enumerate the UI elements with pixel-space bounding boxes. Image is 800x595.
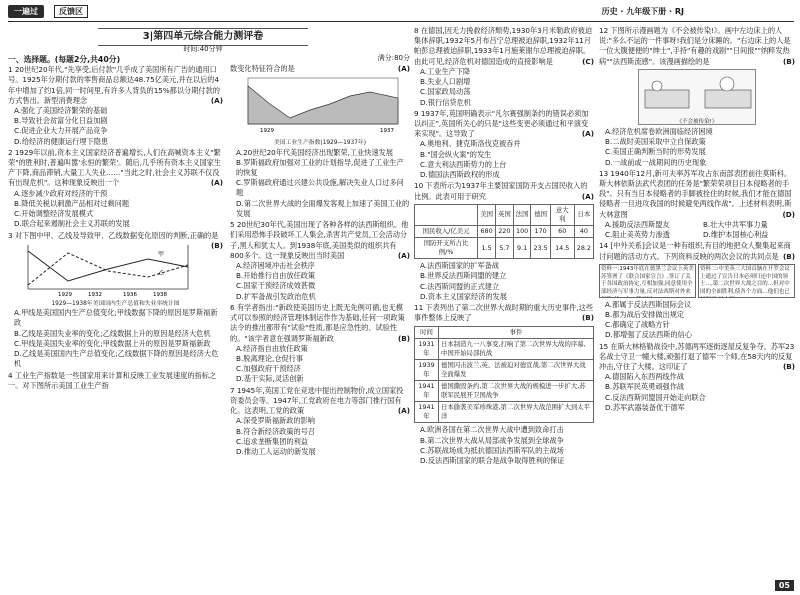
q11-option-b[interactable]: B.第二次世界大战从局部战争发展到全球战争 bbox=[420, 435, 564, 445]
q11-option-a[interactable]: A.欧洲各国在第二次世界大战中遭到致命打击 bbox=[420, 425, 564, 435]
q14-option-b[interactable]: B.都为战后安排做出规定 bbox=[605, 309, 685, 319]
question-1 bbox=[8, 65, 223, 147]
q9-option-c[interactable]: C.意大利法西斯势力的上台 bbox=[420, 159, 507, 169]
q4-x-caption: 1929 bbox=[260, 128, 274, 135]
q8-option-b[interactable]: B.失业人口剧增 bbox=[420, 77, 471, 87]
section-heading: 一、选择题。(每题2分,共40分) bbox=[8, 55, 121, 64]
q6-stem: 6 有学者指出:"新政使美国历史上既无先例可循,也无模式可以参照的经济管理体制运作作为基础,任何一项政策法令的推出都带有"试验"性质,都是应急性的、试验性的。"该学者意在强调罗斯福新政 bbox=[230, 302, 405, 343]
q10-r1c3: 9.1 bbox=[513, 238, 531, 259]
page-header bbox=[8, 3, 794, 23]
q3-tick-1929: 1929 bbox=[58, 291, 72, 297]
q10-r1c6: 28.2 bbox=[574, 238, 593, 259]
q7-option-a[interactable]: A.深受罗斯福新政的影响 bbox=[236, 416, 315, 426]
q11-h1: 事件 bbox=[439, 326, 594, 338]
question-7 bbox=[230, 386, 410, 458]
page-number: 05 bbox=[775, 580, 794, 591]
q8-option-c[interactable]: C.国家政局动荡 bbox=[420, 87, 471, 97]
q12-option-c[interactable]: C.美国正确判断当时的形势发展 bbox=[605, 147, 706, 157]
q5-option-a[interactable]: A.经济困境冲击社会秩序 bbox=[236, 261, 315, 270]
table-row bbox=[415, 359, 594, 380]
question-9 bbox=[414, 109, 594, 181]
q11-r0c1: 日本制造九一八事变,打响了第二次世界大战的序幕,中国开始局部抗战 bbox=[439, 338, 594, 359]
q10-r0c5: 60 bbox=[550, 225, 574, 237]
q15-option-b[interactable]: B.苏联军民英勇顽强作战 bbox=[605, 382, 685, 392]
question-15 bbox=[599, 342, 795, 414]
q1-option-c[interactable]: C.促进企业大力开展产品竞争 bbox=[14, 126, 108, 136]
q10-r0c6: 40 bbox=[574, 225, 593, 237]
q9-answer: (A) bbox=[581, 129, 594, 139]
q5-option-c[interactable]: C.国家干预经济成效甚微 bbox=[236, 281, 316, 291]
q10-option-c[interactable]: C.法西斯同盟的正式建立 bbox=[420, 281, 500, 291]
right-bed bbox=[705, 90, 751, 108]
q10-h2: 英国 bbox=[495, 204, 513, 225]
q4-area-chart bbox=[230, 74, 405, 136]
q10-r0c0: 国民收入/亿美元 bbox=[415, 225, 478, 237]
q15-option-c[interactable]: C.反法西斯同盟国开始走向联合 bbox=[605, 392, 706, 402]
q11-r3c0: 1941年 bbox=[415, 402, 439, 423]
q10-h5: 意大利 bbox=[550, 204, 574, 225]
q1-stem: 1 20世纪20年代,"先享受,后付款"几乎成了美国所有广告的通用口号。1925年分期付款的零售商品总额达48.75亿美元,并在以后的4年中增加了约1倍,同一时间里,有许多人背负的15%都以分期付款的方式售出。新型消费理念 bbox=[8, 65, 220, 105]
q6-option-c[interactable]: C.加强政府干预经济 bbox=[236, 364, 301, 374]
question-11 bbox=[414, 303, 594, 466]
right-figure bbox=[720, 77, 734, 91]
feedback-tag: 反馈区 bbox=[54, 5, 88, 18]
q7-option-b[interactable]: B.符合新经济政策的号召 bbox=[236, 426, 316, 436]
left-bed bbox=[645, 90, 689, 108]
q4b-stem: 数变化特征符合的是 bbox=[230, 63, 295, 73]
q12-cartoon-image bbox=[638, 69, 756, 125]
q10-header-row bbox=[415, 204, 594, 225]
q13-options bbox=[599, 220, 795, 240]
q14-option-c[interactable]: C.都确定了战略方针 bbox=[605, 320, 670, 330]
q6-answer: (B) bbox=[397, 333, 410, 343]
q10-h0 bbox=[415, 204, 478, 225]
q8-answer: (C) bbox=[582, 56, 594, 66]
q3-tick-1938: 1938 bbox=[153, 291, 167, 297]
column-4 bbox=[599, 26, 795, 414]
q6-option-b[interactable]: B.脱离理论,仓促行事 bbox=[236, 353, 304, 363]
q2-option-c[interactable]: C.开始调整经济发展模式 bbox=[14, 209, 94, 219]
q10-table bbox=[414, 204, 594, 259]
q11-stem: 11 下表列出了第二次世界大战时期的重大历史事件,这些事件整体上反映了 bbox=[414, 303, 594, 323]
question-14 bbox=[599, 241, 795, 340]
q12-stem: 12 下图所示漫画题为《不会被传染!》。画中左边床上的人说:"多么不运的一件事呀!我们是分床睡的。"右边床上的人是一位大腹便便的"绅士",手持"有趣的戏剧""日间报""纳粹发热病""法西斯流感"。该漫画描绘的是 bbox=[599, 26, 791, 66]
q10-h3: 法国 bbox=[513, 204, 531, 225]
q3-line-chart bbox=[8, 241, 208, 297]
q15-stem: 15 在斯大林格勒战役中,苏德两军逐街逐屋反复争夺。苏军23名战士守卫一幢大楼,顽强打退了德军一个师,在58天内的反复冲击,守住了大楼。这印证了 bbox=[599, 341, 795, 372]
q7-option-d[interactable]: D.推动工人运动的新发展 bbox=[236, 446, 316, 456]
q1-option-a[interactable]: A.强化了美国经济繁荣的基础 bbox=[14, 105, 108, 115]
q10-h1: 美国 bbox=[478, 204, 496, 225]
q10-h6: 日本 bbox=[574, 204, 593, 225]
table-row bbox=[415, 380, 594, 401]
q11-r0c0: 1931年 bbox=[415, 338, 439, 359]
q3-label-jia: 甲 bbox=[158, 250, 165, 258]
q13-option-a[interactable]: A.援助反法西斯盟友 bbox=[605, 219, 670, 229]
q14-material-1: 资料一:1943年底在德黑兰会议上英美苏签署了《联合国家宣言》,签订了关于各国政治协定,互相加强,同意使用全部经济与军事力量,反对法西斯对外来 bbox=[599, 264, 696, 298]
q14-material-2: 资料二:中美英三大国首脑在开罗会议上通过了宣告日本必须归还中国的领土…,第二次世界大战之目的…但对中国的全面胜利,使各个方面…他们也已 bbox=[698, 264, 795, 298]
q11-r2c0: 1941年 bbox=[415, 380, 439, 401]
q3-label-yi: 乙 bbox=[158, 269, 165, 277]
q10-option-b[interactable]: B.世界反法西斯同盟的建立 bbox=[420, 271, 507, 281]
q14-materials bbox=[599, 264, 795, 298]
question-6 bbox=[230, 303, 410, 385]
q2-stem: 2 1929年以前,资本主义国家经济普遍增长,人们在高喊资本主义"繁荣"的胜利时,普遍叫嚣'永恒的繁荣'。随后,几乎所有资本主义国家生产下降,商品滞销,大量工人失业……"当此之时,社会主义苏联不仅没有出现危机"。这种现象反映出一个 bbox=[8, 147, 222, 188]
q10-stem: 10 下表所示为1937年主要国家国防开支占国民收入的比例。此表可用于研究 bbox=[414, 181, 588, 201]
q15-option-a[interactable]: A.德国陷入东西两线作战 bbox=[605, 372, 684, 382]
left-figure bbox=[652, 81, 662, 91]
q4-option-c[interactable]: C.罗斯福政府通过兴建公共设施,解决失业人口过多问题 bbox=[236, 178, 404, 198]
q12-option-a[interactable]: A.经济危机席卷欧洲面临经济困境 bbox=[605, 126, 713, 136]
question-8 bbox=[414, 26, 594, 108]
q14-option-d[interactable]: D.都增强了反法西斯的信心 bbox=[605, 330, 692, 340]
q11-r2c1: 德国撕毁条约,第二次世界大战的规模进一步扩大,苏联军民展开卫国战争 bbox=[439, 380, 594, 401]
q3-tick-1936: 1936 bbox=[123, 291, 137, 297]
column-1 bbox=[8, 54, 223, 392]
q10-r0c2: 220 bbox=[495, 225, 513, 237]
q8-option-d[interactable]: D.银行信贷危机 bbox=[420, 97, 471, 107]
column-3 bbox=[414, 26, 594, 467]
q12-option-b[interactable]: B.二战时美国采取中立自保政策 bbox=[605, 137, 706, 147]
question-2 bbox=[8, 148, 223, 230]
q11-h0: 时间 bbox=[415, 326, 439, 338]
page-title: 3|第四单元综合能力测评卷 bbox=[98, 28, 308, 46]
q6-option-d[interactable]: D.基于实际,灵活创新 bbox=[236, 374, 304, 384]
q7-answer: (A) bbox=[397, 406, 410, 416]
question-12 bbox=[599, 26, 795, 168]
q7-stem: 7 1945年,英国工党在竞选中提出控制物价,成立国家投资委员会等。1947年,工党政府在电力等部门推行国有化。这表明,工党的政策 bbox=[230, 385, 404, 416]
q5-option-d[interactable]: D.扩军备战引发政治危机 bbox=[236, 291, 316, 301]
question-10 bbox=[414, 181, 594, 302]
q1-answer: (A) bbox=[210, 95, 223, 105]
q14-option-a[interactable]: A.都属于反法西斯国际会议 bbox=[605, 299, 692, 309]
q12-cartoon-drawing bbox=[639, 70, 757, 116]
q5-stem: 5 20世纪30年代,美国出现了各种各样的法西斯组织。他们采用恐怖手段破坏工人集会,杀害共产党员,工会活动分子,黑人和犹太人。到1938年底,美国类似的组织共有800多个。这一现象反映出当时美国 bbox=[230, 220, 409, 260]
q10-r1c4: 23.5 bbox=[531, 238, 550, 259]
q11-r1c0: 1939年 bbox=[415, 359, 439, 380]
header-divider bbox=[8, 21, 794, 22]
q5-answer: (A) bbox=[397, 250, 410, 260]
q10-r1c2: 5.7 bbox=[495, 238, 513, 259]
q2-option-d[interactable]: D.联合起来遏制社会主义苏联的发展 bbox=[14, 219, 130, 229]
q9-option-a[interactable]: A.奥地利、捷克斯洛伐克被吞并 bbox=[420, 139, 521, 149]
q11-r3c1: 日本偷袭美军珍珠港,第二次世界大战范围扩大到太平洋 bbox=[439, 402, 594, 423]
question-13 bbox=[599, 169, 795, 241]
q4-x-caption-end: 1937 bbox=[380, 128, 394, 135]
q1-option-d[interactable]: D.给经济的健康运行埋下隐患 bbox=[14, 136, 109, 146]
q10-r0c3: 100 bbox=[513, 225, 531, 237]
q8-option-a[interactable]: A.工业生产下降 bbox=[420, 66, 471, 76]
q11-table bbox=[414, 326, 594, 424]
q4b-answer: (A) bbox=[397, 63, 410, 73]
q2-option-b[interactable]: B.降低关税以刺激产品相对过剩问题 bbox=[14, 198, 130, 208]
q5-option-b[interactable]: B.开始推行自由放任政策 bbox=[236, 271, 316, 281]
q4-option-a[interactable]: A.20世纪20年代美国经济出现繁荣,工业快速发展 bbox=[236, 147, 394, 157]
q10-r1c0: 国防开支所占比例/% bbox=[415, 238, 478, 259]
q13-option-b[interactable]: B.壮大中共军事力量 bbox=[703, 219, 768, 229]
q10-r1c5: 14.5 bbox=[550, 238, 574, 259]
q11-option-d[interactable]: D.反法西斯国家的联合是战争取得胜利的保证 bbox=[420, 456, 565, 465]
q11-header-row bbox=[415, 326, 594, 338]
q2-option-a[interactable]: A.逐步减少政府对经济的干预 bbox=[14, 188, 108, 198]
brand-logo: 一遍过 bbox=[8, 5, 44, 18]
q3-stem: 3 对下图中甲、乙线及导致甲、乙线数据变化原因的判断,正确的是 bbox=[8, 230, 219, 240]
q3-option-c[interactable]: C.甲线是美国失业率的变化;甲线数据上升的原因是罗斯福新政 bbox=[14, 338, 211, 348]
q14-answer: (B) bbox=[782, 251, 795, 261]
q13-answer: (D) bbox=[782, 209, 795, 219]
q6-option-a[interactable]: A.经济指自由放任政策 bbox=[236, 343, 308, 353]
q11-option-c[interactable]: C.苏联战场成为抵抗德国法西斯军队的主战场 bbox=[420, 445, 564, 455]
q4-chart-caption: 美国工业生产指数(1929—1937年) bbox=[274, 140, 366, 147]
table-row bbox=[415, 402, 594, 423]
q3-chart-caption: 1929—1938年美国国内生产总值和失业率统计图 bbox=[51, 301, 180, 307]
q10-r0c4: 170 bbox=[531, 225, 550, 237]
q11-r1c1: 德国闪击波兰,英、法被迫对德宣战,第二次世界大战全面爆发 bbox=[439, 359, 594, 380]
q10-r0c1: 680 bbox=[478, 225, 496, 237]
time-text: 时间:40分钟 bbox=[183, 45, 223, 53]
q10-r1c1: 1.5 bbox=[478, 238, 496, 259]
q10-answer: (A) bbox=[581, 191, 594, 201]
q10-option-d[interactable]: D.资本主义国家经济的发展 bbox=[420, 291, 507, 301]
q13-option-c[interactable]: C.阻止美英势力渗透 bbox=[605, 230, 670, 240]
q3-option-b[interactable]: B.乙线是美国失业率的变化;乙线数据上升的原因是经济大危机 bbox=[14, 328, 211, 338]
q8-stem: 8 在德国,因无力挽救经济颓势,1930年3月米勒政府被迫集体辞职,1932年5月布吕宁总理被迫辞职,1932年11月帕彭总理被迫辞职,1933年1月施莱谢尔总理被迫辞职。由此可见,经济危机对德国造成的直接影响是 bbox=[414, 26, 593, 66]
q4-option-d[interactable]: D.第二次世界大战的全面爆发客观上加速了美国工业的发展 bbox=[236, 198, 410, 218]
q15-option-d[interactable]: D.苏军武器装备优于德军 bbox=[605, 402, 685, 412]
q9-option-b[interactable]: B."国会纵火案"的发生 bbox=[420, 149, 492, 159]
q3-option-d[interactable]: D.乙线是美国国内生产总值变化;乙线数据下降的原因是经济大危机 bbox=[14, 349, 219, 369]
q3-tick-1932: 1932 bbox=[88, 291, 102, 297]
q9-option-d[interactable]: D.德国法西斯政权的形成 bbox=[420, 170, 500, 180]
question-5 bbox=[230, 220, 410, 302]
q3-answer: (B) bbox=[210, 240, 223, 250]
q12-answer: (B) bbox=[782, 56, 795, 66]
q14-stem: 14 [中外关系]会议是一种有组织,有目的地把众人聚集起来商讨问题的活动方式。下列资料反映的两次会议的共同点是 bbox=[599, 241, 791, 261]
q10-h4: 德国 bbox=[531, 204, 550, 225]
table-row bbox=[415, 238, 594, 259]
table-row bbox=[415, 338, 594, 359]
score-label: 满分:80分 bbox=[377, 54, 410, 62]
q11-answer: (B) bbox=[581, 313, 594, 323]
q9-stem: 9 1937年,英国明确表示"凡尔赛强制条约的错误必须加以纠正",英国所关心的只是"这些变更必须通过和平演变来实现"。这导致了 bbox=[414, 108, 589, 139]
subject-label: 历史 · 九年级下册 · RJ bbox=[601, 7, 684, 16]
q3-option-a[interactable]: A.甲线是美国国内生产总值变化;甲线数据下降的原因是罗斯福新政 bbox=[14, 308, 218, 328]
q13-stem: 13 1940年12月,新可夫率苏军攻占东南部表团前往莫斯科。斯大林依斯法武代表团的任务是"繁荣荣项目日本侵略者的手段"。只有当日本侵略者的手脚被拴住的时候,我们才能在德国侵略者一旦进攻我国的时候避免两线作战"。上述材料表明,斯大林意图 bbox=[599, 168, 792, 219]
q12-cartoon-caption: 《不会被传染!》 bbox=[676, 119, 718, 126]
q15-answer: (B) bbox=[782, 362, 795, 372]
question-4 bbox=[8, 371, 223, 391]
table-row bbox=[415, 225, 594, 237]
q4-option-b[interactable]: B.罗斯福政府加强对工业的计划指导,促进了工业生产的恢复 bbox=[236, 157, 404, 178]
q4-stem: 4 工业生产指数是一些国家用来计算和反映工业发展速度的指标之一。对下图所示美国工业生产指 bbox=[8, 370, 217, 390]
q12-option-d[interactable]: D.一战前或一战期间的历史现象 bbox=[605, 157, 707, 167]
q1-option-b[interactable]: B.导致社会贫富分化日益加剧 bbox=[14, 116, 108, 126]
question-4-continued bbox=[230, 54, 410, 219]
q7-option-c[interactable]: C.追求垄断集团的利益 bbox=[236, 436, 308, 446]
q4-area-series bbox=[248, 86, 398, 124]
q2-answer: (A) bbox=[210, 178, 223, 188]
question-3 bbox=[8, 231, 223, 370]
q10-option-a[interactable]: A.法西斯国家的扩军备战 bbox=[420, 261, 499, 271]
q13-option-d[interactable]: D.维护本国核心利益 bbox=[703, 230, 769, 240]
column-2 bbox=[230, 54, 410, 458]
